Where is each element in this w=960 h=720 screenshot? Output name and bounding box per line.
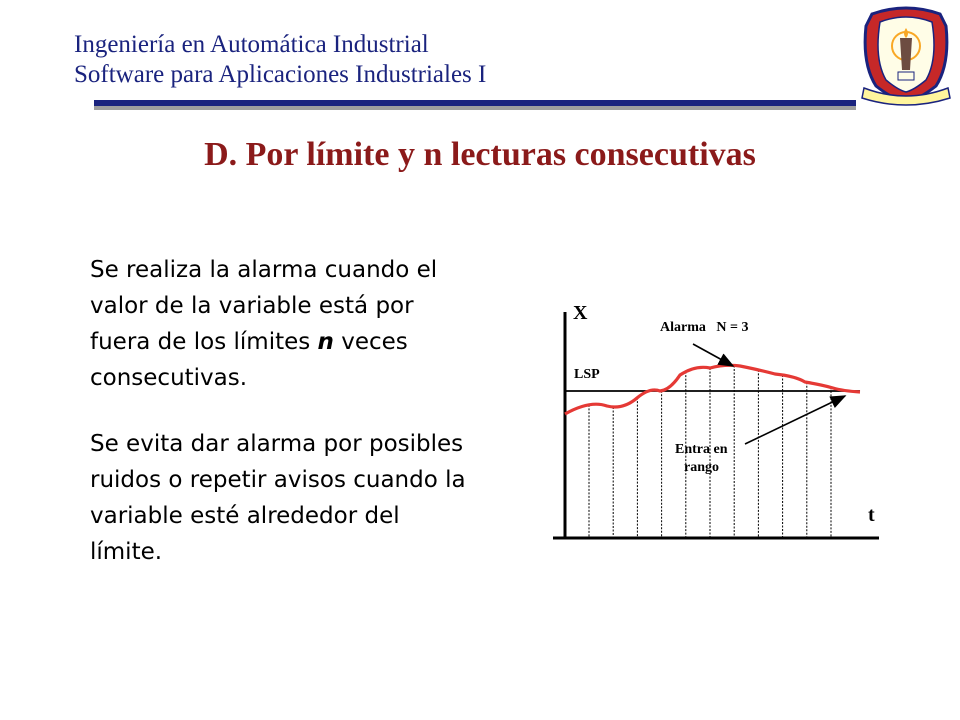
header [74, 30, 486, 90]
n-emphasis: n [317, 329, 334, 355]
y-axis-label: X [573, 302, 588, 324]
slide-title: D. Por límite y n lecturas consecutivas [204, 136, 756, 173]
signal-curve [565, 365, 860, 414]
header-rule-gray [94, 106, 856, 110]
alarm-arrow [693, 344, 733, 366]
entry-arrow [745, 396, 845, 444]
alarm-label: Alarma N = 3 [660, 320, 749, 335]
entry-label-line2: rango [684, 460, 719, 475]
paragraph-definition: Se realiza la alarma cuando el valor de la variable está por fuera de los límites n veces consecutivas. [90, 257, 438, 391]
alarm-diagram [545, 290, 905, 550]
x-axis-label: t [868, 504, 875, 526]
course-program: Ingeniería en Automática Industrial [74, 31, 429, 58]
lsp-label: LSP [574, 367, 600, 382]
course-name: Software para Aplicaciones Industriales I [74, 61, 487, 88]
university-crest-icon [858, 4, 954, 108]
paragraph-purpose: Se evita dar alarma por posibles ruidos o repetir avisos cuando la variable esté alrededor del límite. [90, 431, 466, 565]
entry-label-line1: Entra en [675, 442, 728, 457]
body-text [90, 252, 470, 570]
